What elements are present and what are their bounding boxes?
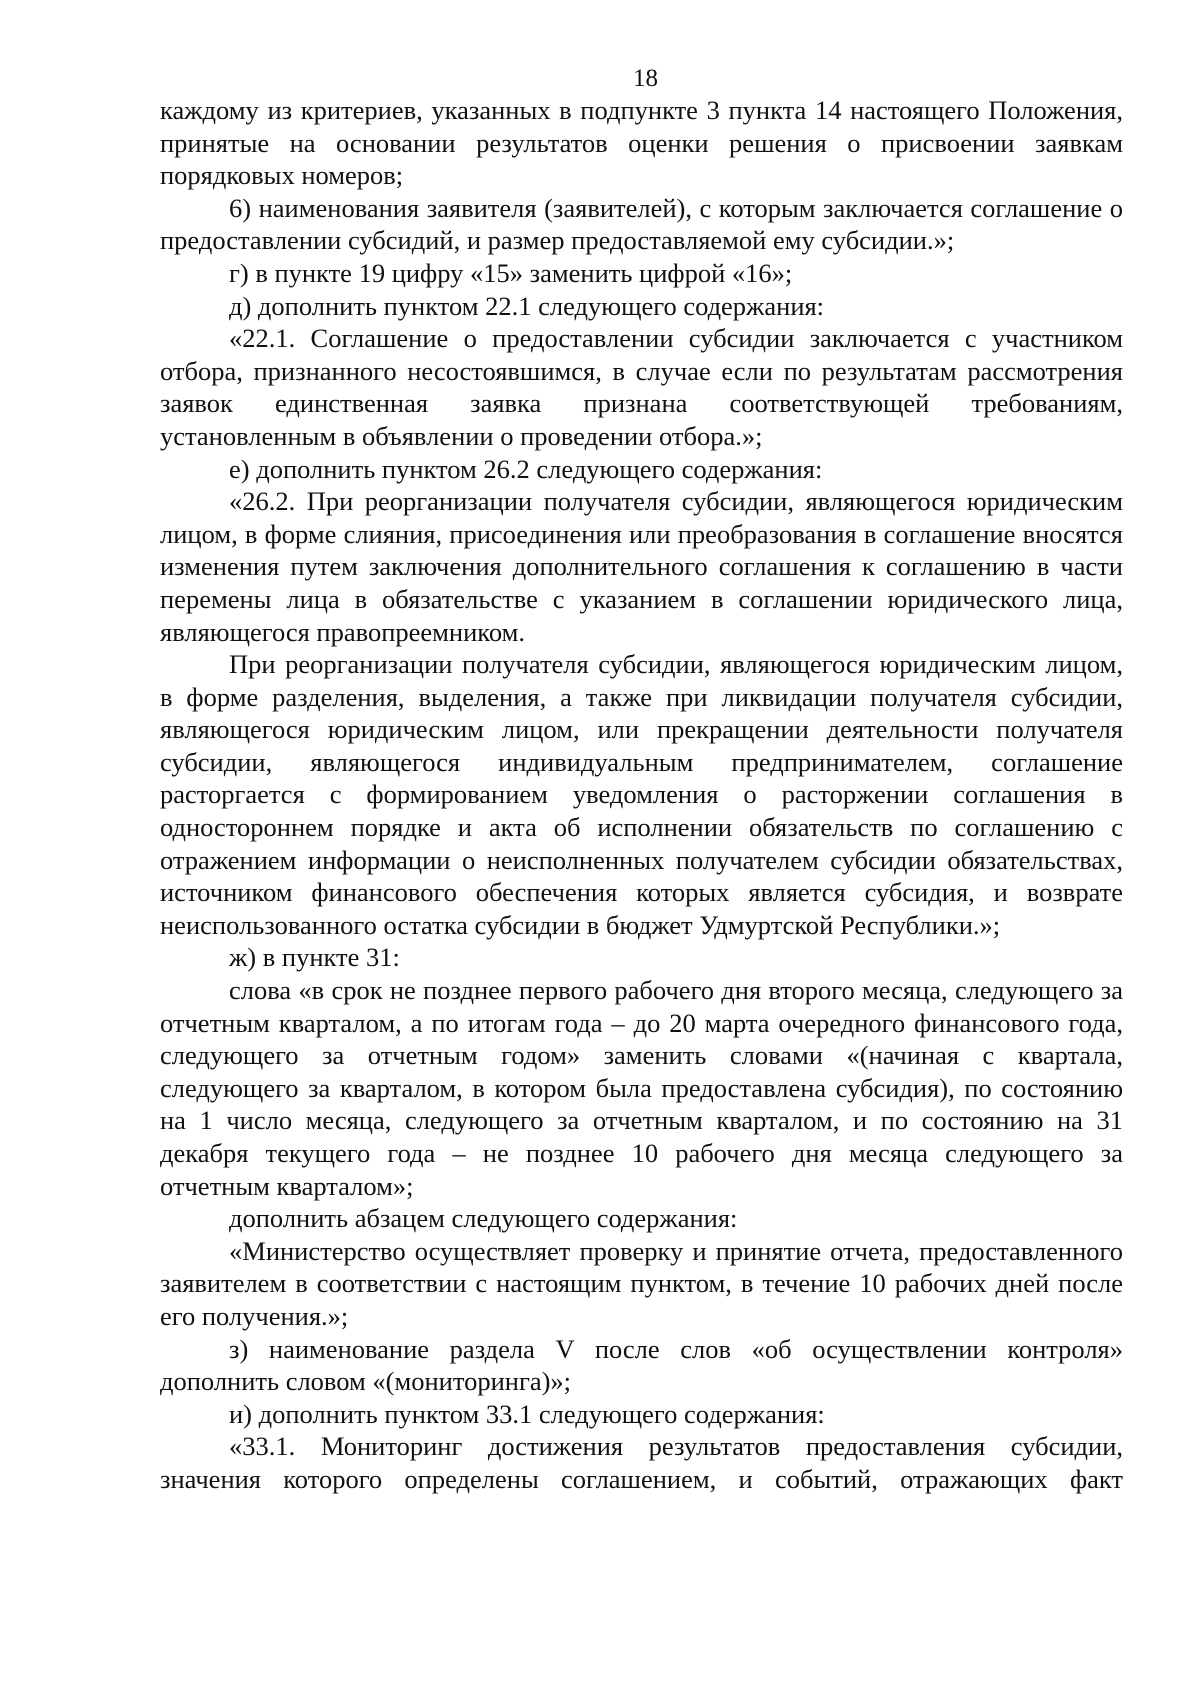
document-page: [160, 64, 1123, 1496]
paragraph-p09: ж) в пункте 31:: [229, 942, 400, 973]
paragraph-p13: з) наименование раздела V после слов «об осуществлении контроля» дополнить словом «(мониторинга)»;: [160, 1333, 1123, 1397]
page-number: 18: [633, 65, 658, 92]
paragraph-p03: г) в пункте 19 цифру «15» заменить цифрой «16»;: [229, 257, 793, 288]
paragraph-p10: слова «в срок не позднее первого рабочего дня второго месяца, следующего за отчетным кварталом, а по итогам года – до 20 марта очередного финансового года, следующего за отчетным годом» заменить словами «(начиная с квартала, следующего за кварталом, в котором была предоставлена субсидия), по состоянию на 1 число месяца, следующего за отчетным кварталом, и по состоянию на 31 декабря текущего года – не позднее 10 рабочего дня месяца следующего за отчетным кварталом»;: [160, 975, 1123, 1201]
paragraph-p07: «26.2. При реорганизации получателя субсидии, являющегося юридическим лицом, в форме слияния, присоединения или преобразования в соглашение вносятся изменения путем заключения дополнительного соглашения к соглашению в части перемены лица в обязательстве с указанием в соглашении юридического лица, являющегося правопреемником.: [160, 486, 1123, 647]
document-body: [160, 94, 1123, 1496]
paragraph-p02: 6) наименования заявителя (заявителей), с которым заключается соглашение о предоставлении субсидий, и размер предоставляемой ему субсидии.»;: [160, 192, 1123, 256]
paragraph-p06: е) дополнить пунктом 26.2 следующего содержания:: [229, 453, 823, 484]
paragraph-p15: «33.1. Мониторинг достижения результатов предоставления субсидии, значения которого определены соглашением, и событий, отражающих факт: [160, 1431, 1123, 1494]
paragraph-p14: и) дополнить пунктом 33.1 следующего содержания:: [229, 1398, 825, 1429]
paragraph-p04: д) дополнить пунктом 22.1 следующего содержания:: [229, 290, 825, 321]
paragraph-p01: каждому из критериев, указанных в подпункте 3 пункта 14 настоящего Положения, принятые на основании результатов оценки решения о присвоении заявкам порядковых номеров;: [160, 95, 1123, 191]
paragraph-p11: дополнить абзацем следующего содержания:: [229, 1203, 738, 1234]
paragraph-p12: «Министерство осуществляет проверку и принятие отчета, предоставленного заявителем в соответствии с настоящим пунктом, в течение 10 рабочих дней после его получения.»;: [160, 1235, 1123, 1331]
paragraph-p08: При реорганизации получателя субсидии, являющегося юридическим лицом, в форме разделения, выделения, а также при ликвидации получателя субсидии, являющегося юридическим лицом, или прекращении деятельности получателя субсидии, являющегося индивидуальным предпринимателем, соглашение расторгается с формированием уведомления о расторжении соглашения в одностороннем порядке и акта об исполнении обязательств по соглашению с отражением информации о неисполненных получателем субсидии обязательствах, источником финансового обеспечения которых является субсидия, и возврате неиспользованного остатка субсидии в бюджет Удмуртской Республики.»;: [160, 649, 1123, 940]
paragraph-p05: «22.1. Соглашение о предоставлении субсидии заключается с участником отбора, признанного несостоявшимся, в случае если по результатам рассмотрения заявок единственная заявка признана соответствующей требованиям, установленным в объявлении о проведении отбора.»;: [160, 323, 1123, 451]
